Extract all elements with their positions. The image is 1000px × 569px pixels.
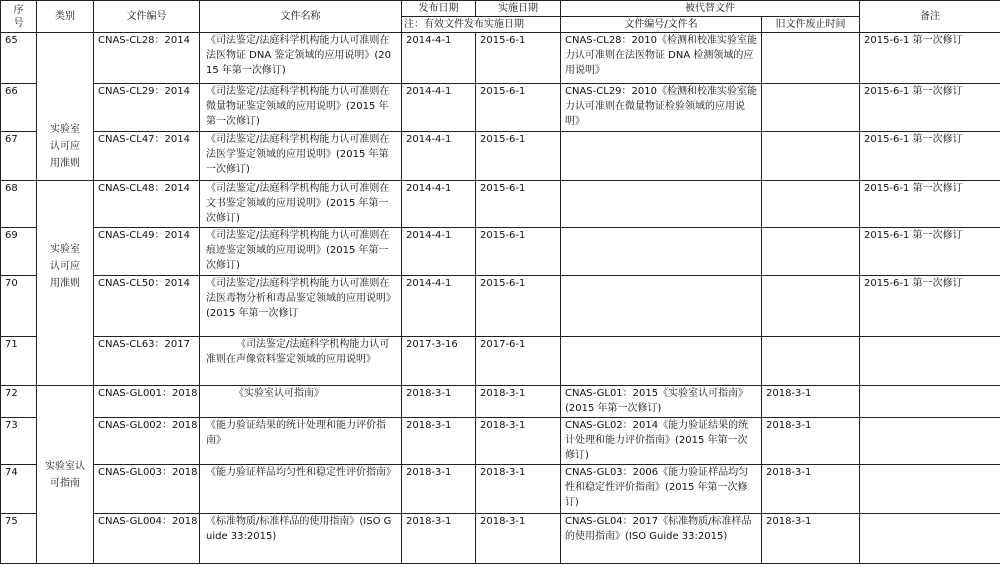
row-seq: 73 xyxy=(1,418,37,465)
table-row xyxy=(1,418,1000,465)
row-remark xyxy=(860,514,1000,564)
table-row xyxy=(1,514,1000,564)
row-impl: 2018-3-1 xyxy=(476,514,561,564)
row-impl: 2017-6-1 xyxy=(476,337,561,386)
table-row xyxy=(1,386,1000,418)
row-replaced xyxy=(561,276,762,337)
row-code: CNAS-CL29：2014 xyxy=(94,84,200,132)
row-code: CNAS-CL63：2017 xyxy=(94,337,200,386)
row-replaced: CNAS-GL01：2015《实验室认可指南》(2015 年第一次修订) xyxy=(561,386,762,418)
table-row xyxy=(1,33,1000,84)
header-replaced: 被代替文件 xyxy=(561,1,860,17)
row-abolish xyxy=(762,84,860,132)
row-replaced xyxy=(561,228,762,276)
row-abolish: 2018-3-1 xyxy=(762,465,860,514)
row-name xyxy=(200,337,402,386)
header-publish-date: 发布日期 xyxy=(402,1,476,17)
row-name-text: 《司法鉴定/法庭科学机构能力认可准则在声像资料鉴定领域的应用说明》 xyxy=(206,339,390,365)
row-seq: 66 xyxy=(1,84,37,132)
row-remark: 2015-6-1 第一次修订 xyxy=(860,276,1000,337)
category-label: 实验室认可应用准则 xyxy=(50,124,80,169)
row-abolish xyxy=(762,276,860,337)
row-remark xyxy=(860,418,1000,465)
row-remark xyxy=(860,386,1000,418)
row-abolish xyxy=(762,132,860,181)
header-category: 类别 xyxy=(37,1,94,33)
row-code: CNAS-CL49：2014 xyxy=(94,228,200,276)
row-publish: 2018-3-1 xyxy=(402,418,476,465)
row-name: 《司法鉴定/法庭科学机构能力认可准则在痕迹鉴定领域的应用说明》(2015 年第一次修订) xyxy=(200,228,402,276)
row-seq: 69 xyxy=(1,228,37,276)
row-impl: 2018-3-1 xyxy=(476,386,561,418)
row-publish: 2014-4-1 xyxy=(402,181,476,228)
table-row xyxy=(1,132,1000,181)
row-name: 《实验室认可指南》 xyxy=(200,386,402,418)
row-impl: 2018-3-1 xyxy=(476,418,561,465)
row-name: 《司法鉴定/法庭科学机构能力认可准则在文书鉴定领域的应用说明》(2015 年第一次修订) xyxy=(200,181,402,228)
table-row xyxy=(1,228,1000,276)
header-publish-note xyxy=(402,17,561,33)
row-name: 《司法鉴定/法庭科学机构能力认可准则在法医学鉴定领域的应用说明》(2015 年第一次修订) xyxy=(200,132,402,181)
row-seq: 71 xyxy=(1,337,37,386)
header-file-code: 文件编号 xyxy=(94,1,200,33)
category-cell xyxy=(37,386,94,564)
header-remark: 备注 xyxy=(860,1,1000,33)
row-name: 《能力验证结果的统计处理和能力评价指南》 xyxy=(200,418,402,465)
header-publish-note-text: 注：有效文件发布实施日期 xyxy=(404,18,524,30)
row-remark: 2015-6-1 第一次修订 xyxy=(860,181,1000,228)
row-abolish: 2018-3-1 xyxy=(762,514,860,564)
row-impl: 2015-6-1 xyxy=(476,276,561,337)
row-publish: 2014-4-1 xyxy=(402,228,476,276)
row-replaced: CNAS-CL28：2010《检测和校准实验室能力认可准则在法医物证 DNA 检测领域的应用说明》 xyxy=(561,33,762,84)
row-impl: 2015-6-1 xyxy=(476,33,561,84)
row-code: CNAS-CL50：2014 xyxy=(94,276,200,337)
row-replaced: CNAS-CL29：2010《检测和校准实验室能力认可准则在微量物证检验领域的应用说明》 xyxy=(561,84,762,132)
row-name: 《司法鉴定/法庭科学机构能力认可准则在法医毒物分析和毒品鉴定领域的应用说明》(2015 年第一次修订 xyxy=(200,276,402,337)
row-replaced: CNAS-GL04：2017《标准物质/标准样品的使用指南》(ISO Guide 33:2015) xyxy=(561,514,762,564)
row-remark: 2015-6-1 第一次修订 xyxy=(860,33,1000,84)
row-seq: 70 xyxy=(1,276,37,337)
row-abolish xyxy=(762,181,860,228)
row-code: CNAS-GL003：2018 xyxy=(94,465,200,514)
row-abolish xyxy=(762,33,860,84)
header-impl-date: 实施日期 xyxy=(476,1,561,17)
row-replaced xyxy=(561,132,762,181)
header-file-name: 文件名称 xyxy=(200,1,402,33)
row-code: CNAS-CL28：2014 xyxy=(94,33,200,84)
table-row xyxy=(1,276,1000,337)
row-name: 《司法鉴定/法庭科学机构能力认可准则在微量物证鉴定领域的应用说明》(2015 年第一次修订) xyxy=(200,84,402,132)
category-label: 实验室认可应用准则 xyxy=(50,244,80,289)
table-row xyxy=(1,84,1000,132)
row-publish: 2014-4-1 xyxy=(402,84,476,132)
table-row xyxy=(1,181,1000,228)
row-publish: 2014-4-1 xyxy=(402,33,476,84)
row-remark: 2015-6-1 第一次修订 xyxy=(860,84,1000,132)
header-replaced-code-name: 文件编号/文件名 xyxy=(561,17,762,33)
header-old-abolish-date: 旧文件废止时间 xyxy=(762,17,860,33)
category-cell xyxy=(37,33,94,181)
row-code: CNAS-GL004：2018 xyxy=(94,514,200,564)
row-seq: 65 xyxy=(1,33,37,84)
row-name: 《司法鉴定/法庭科学机构能力认可准则在法医物证 DNA 鉴定领域的应用说明》(2015 年第一次修订) xyxy=(200,33,402,84)
row-abolish xyxy=(762,228,860,276)
row-abolish: 2018-3-1 xyxy=(762,386,860,418)
row-replaced: CNAS-GL03：2006《能力验证样品均匀性和稳定性评价指南》(2015 年第一次修订) xyxy=(561,465,762,514)
row-name: 《能力验证样品均匀性和稳定性评价指南》 xyxy=(200,465,402,514)
table-row xyxy=(1,337,1000,386)
table-row xyxy=(1,465,1000,514)
row-impl: 2015-6-1 xyxy=(476,84,561,132)
row-seq: 68 xyxy=(1,181,37,228)
row-impl: 2018-3-1 xyxy=(476,465,561,514)
category-label: 实验室认可指南 xyxy=(45,460,85,489)
row-seq: 67 xyxy=(1,132,37,181)
row-replaced xyxy=(561,181,762,228)
row-remark xyxy=(860,465,1000,514)
row-abolish xyxy=(762,337,860,386)
row-impl: 2015-6-1 xyxy=(476,181,561,228)
row-publish: 2018-3-1 xyxy=(402,465,476,514)
row-code: CNAS-GL002：2018 xyxy=(94,418,200,465)
row-replaced xyxy=(561,337,762,386)
row-publish: 2014-4-1 xyxy=(402,276,476,337)
row-remark: 2015-6-1 第一次修订 xyxy=(860,132,1000,181)
row-replaced: CNAS-GL02：2014《能力验证结果的统计处理和能力评价指南》(2015 年第一次修订) xyxy=(561,418,762,465)
row-code: CNAS-CL47：2014 xyxy=(94,132,200,181)
row-abolish: 2018-3-1 xyxy=(762,418,860,465)
row-seq: 72 xyxy=(1,386,37,418)
category-cell xyxy=(37,181,94,386)
row-code: CNAS-CL48：2014 xyxy=(94,181,200,228)
row-publish: 2014-4-1 xyxy=(402,132,476,181)
row-impl: 2015-6-1 xyxy=(476,228,561,276)
row-remark xyxy=(860,337,1000,386)
row-publish: 2017-3-16 xyxy=(402,337,476,386)
header-seq: 序 号 xyxy=(1,1,37,33)
row-publish: 2018-3-1 xyxy=(402,514,476,564)
row-seq: 74 xyxy=(1,465,37,514)
row-code: CNAS-GL001：2018 xyxy=(94,386,200,418)
row-remark: 2015-6-1 第一次修订 xyxy=(860,228,1000,276)
row-impl: 2015-6-1 xyxy=(476,132,561,181)
row-name: 《标准物质/标准样品的使用指南》(ISO Guide 33:2015) xyxy=(200,514,402,564)
row-publish: 2018-3-1 xyxy=(402,386,476,418)
row-seq: 75 xyxy=(1,514,37,564)
